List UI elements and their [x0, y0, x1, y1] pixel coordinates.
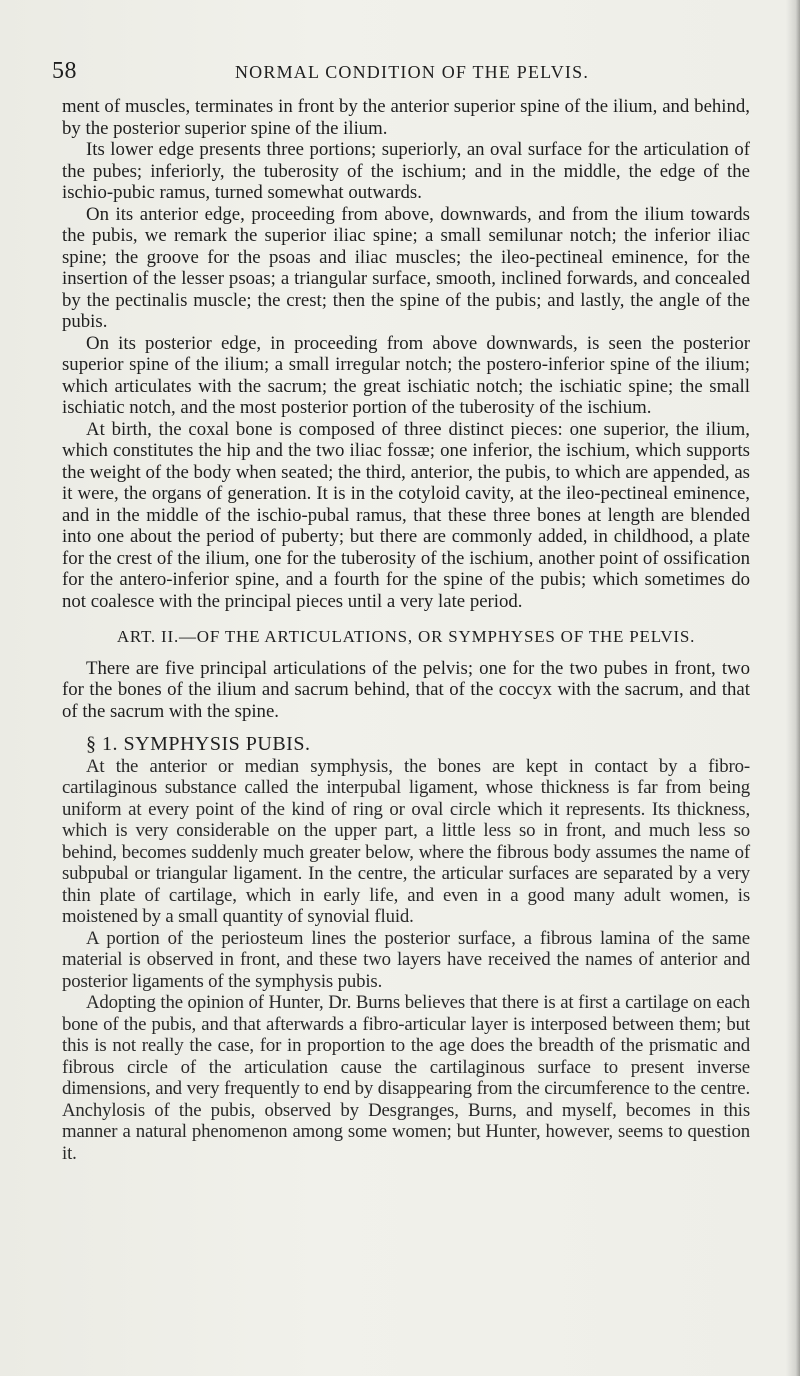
page-header — [52, 58, 772, 88]
paragraph: At the anterior or median symphysis, the bones are kept in contact by a fibro-cartilaginous substance called the interpubal ligament, whose thickness is far from being uniform at every point of the kind of ring or oval circle which it represents. Its thickness, which is very considerable on the upper part, a little less so in front, and much less so behind, becomes suddenly much greater below, where the fibrous body assumes the name of subpubal or triangular ligament. In the centre, the articular surfaces are separated by a very thin plate of cartilage, which in early life, and even in a good many adult women, is moistened by a small quantity of synovial fluid. — [62, 755, 750, 927]
paragraph: Adopting the opinion of Hunter, Dr. Burns believes that there is at first a cartilage on each bone of the pubis, and that afterwards a fibro-articular layer is interposed between them; but this is not really the case, for in proportion to the age does the breadth of the prismatic and fibrous circle of the articulation cause the cartilaginous surface to present inverse dimensions, and very frequently to end by disappearing from the circumference to the centre. Anchylosis of the pubis, observed by Desgranges, Burns, and myself, becomes in this manner a natural phenomenon among some women; but Hunter, however, seems to question it. — [62, 992, 750, 1164]
page-edge-shadow — [786, 0, 800, 1376]
paragraph: On its anterior edge, proceeding from above, downwards, and from the ilium towards the pubis, we remark the superior iliac spine; a small semilunar notch; the inferior iliac spine; the groove for the psoas and iliac muscles; the ileo-pectineal eminence, for the insertion of the lesser psoas; a triangular surface, smooth, inclined forwards, and concealed by the pectinalis muscle; the crest; then the spine of the pubis; and lastly, the angle of the pubis. — [62, 203, 750, 332]
running-title: NORMAL CONDITION OF THE PELVIS. — [234, 62, 590, 82]
paragraph: Its lower edge presents three portions; superiorly, an oval surface for the articulation of the pubes; inferiorly, the tuberosity of the ischium; and in the middle, the edge of the ischio-pubic ramus, turned somewhat outwards. — [62, 139, 750, 203]
lower-text-block — [62, 756, 750, 1165]
paragraph: A portion of the periosteum lines the posterior surface, a fibrous lamina of the same material is observed in front, and these two layers have received the names of anterior and posterior ligaments of the symphysis pubis. — [62, 927, 750, 992]
subsection-heading: § 1. SYMPHYSIS PUBIS. — [86, 733, 311, 755]
paragraph: ment of muscles, terminates in front by the anterior superior spine of the ilium, and behind, by the posterior superior spine of the ilium. — [62, 96, 750, 139]
paragraph: There are five principal articulations of the pelvis; one for the two pubes in front, two for the bones of the ilium and sacrum behind, that of the coccyx with the sacrum, and that of the sacrum with the spine. — [62, 657, 750, 722]
paragraph: At birth, the coxal bone is composed of three distinct pieces: one superior, the ilium, which constitutes the hip and the two iliac fossæ; one inferior, the ischium, which supports the weight of the body when seated; the third, anterior, the pubis, to which are appended, as it were, the organs of generation. It is in the cotyloid cavity, at the ileo-pectineal eminence, and in the middle of the ischio-pubal ramus, that these three bones at length are blended into one about the period of puberty; but there are commonly added, in childhood, a plate for the crest of the ilium, one for the tuberosity of the ischium, another point of ossification for the antero-inferior spine, and a fourth for the spine of the pubis; which sometimes do not coalesce with the principal pieces until a very late period. — [62, 418, 750, 612]
page-number: 58 — [52, 58, 77, 84]
body-text — [62, 96, 750, 1164]
section-heading: ART. II.—OF THE ARTICULATIONS, OR SYMPHYSES OF THE PELVIS. — [116, 627, 696, 646]
paragraph: On its posterior edge, in proceeding from above downwards, is seen the posterior superior spine of the ilium; a small irregular notch; the postero-inferior spine of the ilium; which articulates with the sacrum; the great ischiatic notch; the ischiatic spine; the small ischiatic notch, and the most posterior portion of the tuberosity of the ischium. — [62, 332, 750, 418]
